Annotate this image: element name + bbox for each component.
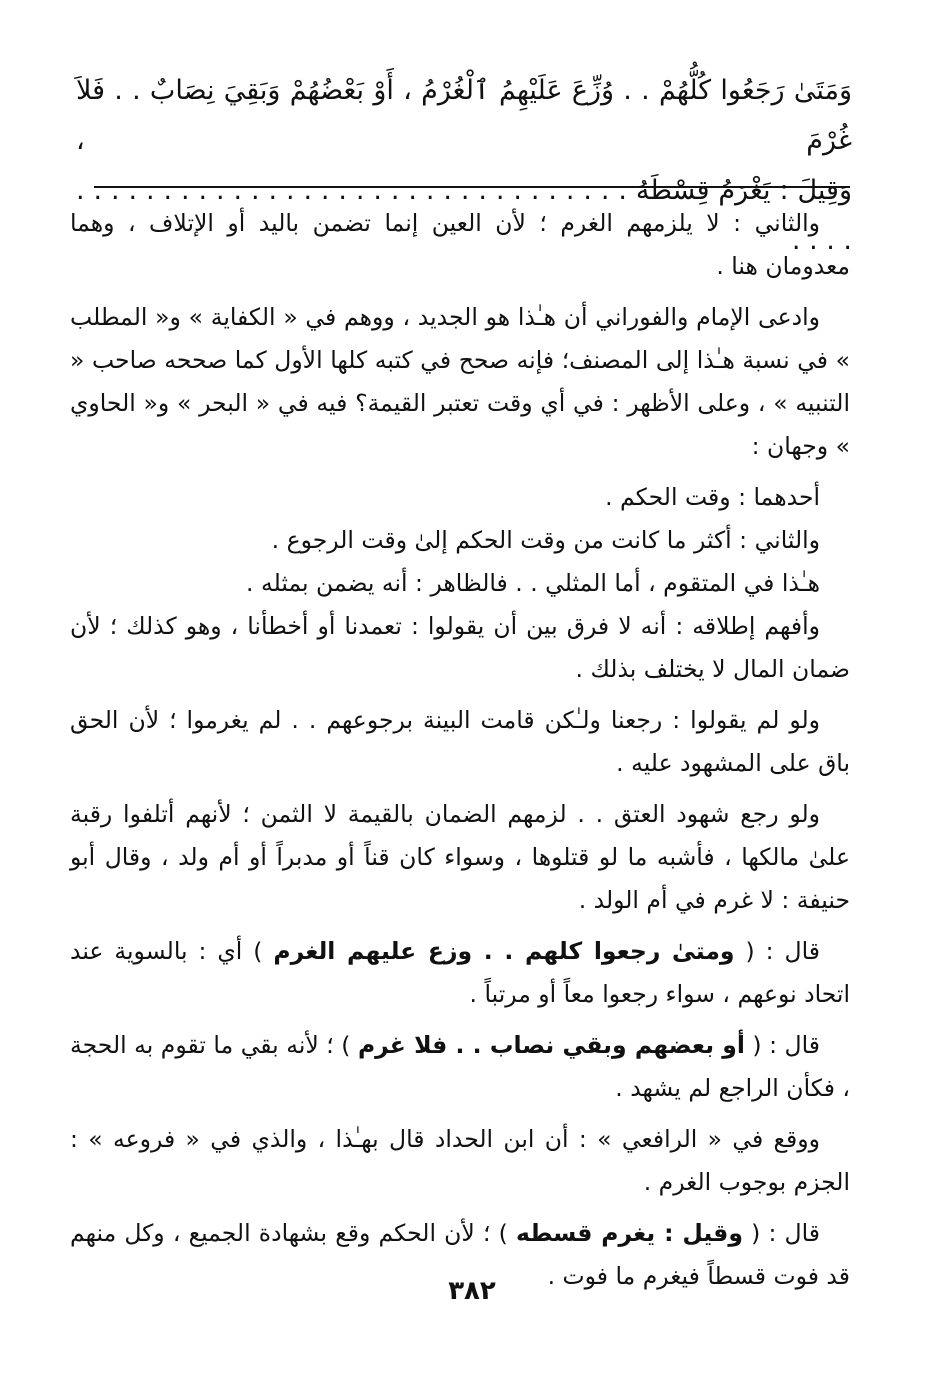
- separator-rule: [94, 186, 850, 188]
- paragraph: والثاني : لا يلزمهم الغرم ؛ لأن العين إنما تضمن باليد أو الإتلاف ، وهما معدومان هنا .: [70, 209, 850, 280]
- paragraph-text: ) ؛ لأن الحكم وقع بشهادة الجميع ، وكل منهم قد فوت قسطاً فيغرم ما فوت .: [70, 1219, 850, 1290]
- paragraph: وادعى الإمام والفوراني أن هـٰذا هو الجديد ، ووهم في « الكفاية » و« المطلب » في نسبة هـٰذا إلى المصنف؛ فإنه صحح في كتبه كلها الأول كما صححه صاحب « التنبيه » ، وعلى الأظهر : في أي وقت تعتبر القيمة؟ فيه في « البحر » و« الحاوي » وجهان :: [70, 303, 850, 460]
- quoted-matn: ومتىٰ رجعوا كلهم . . وزع عليهم الغرم: [273, 937, 735, 965]
- paragraph-text: ) أي : بالسوية عند اتحاد نوعهم ، سواء رجعوا معاً أو مرتباً .: [70, 937, 850, 1008]
- page-number: ٣٨٢: [448, 1276, 496, 1306]
- paragraph: والثاني : أكثر ما كانت من وقت الحكم إلىٰ وقت الرجوع .: [271, 526, 820, 554]
- paragraph: أحدهما : وقت الحكم .: [605, 483, 820, 511]
- paragraph-text: قال : (: [744, 1031, 821, 1059]
- matn-line: وَقِيلَ : يَغْرَمُ قِسْطَهُ . . . . . . . . . . . . . . . . . . . . . . . . . . . . . . . . . . . .: [76, 175, 852, 256]
- paragraph: ولو لم يقولوا : رجعنا ولـٰكن قامت البينة برجوعهم . . لم يغرموا ؛ لأن الحق باق على المشهود عليه .: [70, 706, 850, 777]
- matn-line: وَمَتَىٰ رَجَعُوا كُلُّهُمْ . . وُزِّعَ عَلَيْهِمُ ٱلْغُرْمُ ، أَوْ بَعْضُهُمْ وَبَقِيَ نِصَابٌ . . فَلاَ غُرْمَ ،: [76, 75, 852, 156]
- paragraph: ووقع في « الرافعي » : أن ابن الحداد قال بهـٰذا ، والذي في « فروعه » : الجزم بوجوب الغرم .: [70, 1125, 850, 1196]
- paragraph: [70, 1024, 850, 1110]
- paragraph: وأفهم إطلاقه : أنه لا فرق بين أن يقولوا : تعمدنا أو أخطأنا ، وهو كذلك ؛ لأن ضمان المال لا يختلف بذلك .: [70, 612, 850, 683]
- paragraph-text: قال : (: [734, 937, 820, 965]
- paragraph-text: قال : (: [742, 1219, 820, 1247]
- paragraph-text: ) ؛ لأنه بقي ما تقوم به الحجة ، فكأن الراجع لم يشهد .: [70, 1031, 850, 1102]
- paragraph: [70, 930, 850, 1016]
- quoted-matn: وقيل : يغرم قسطه: [515, 1219, 743, 1247]
- quoted-matn: أو بعضهم وبقي نصاب . . فلا غرم: [357, 1031, 745, 1059]
- commentary-text: [70, 202, 850, 1306]
- paragraph: ولو رجع شهود العتق . . لزمهم الضمان بالقيمة لا الثمن ؛ لأنهم أتلفوا رقبة علىٰ مالكها ، فأشبه ما لو قتلوها ، وسواء كان قناً أو مدبراً أو أم ولد ، وقال أبو حنيفة : لا غرم في أم الولد .: [70, 800, 850, 914]
- paragraph: هـٰذا في المتقوم ، أما المثلي . . فالظاهر : أنه يضمن بمثله .: [246, 569, 820, 597]
